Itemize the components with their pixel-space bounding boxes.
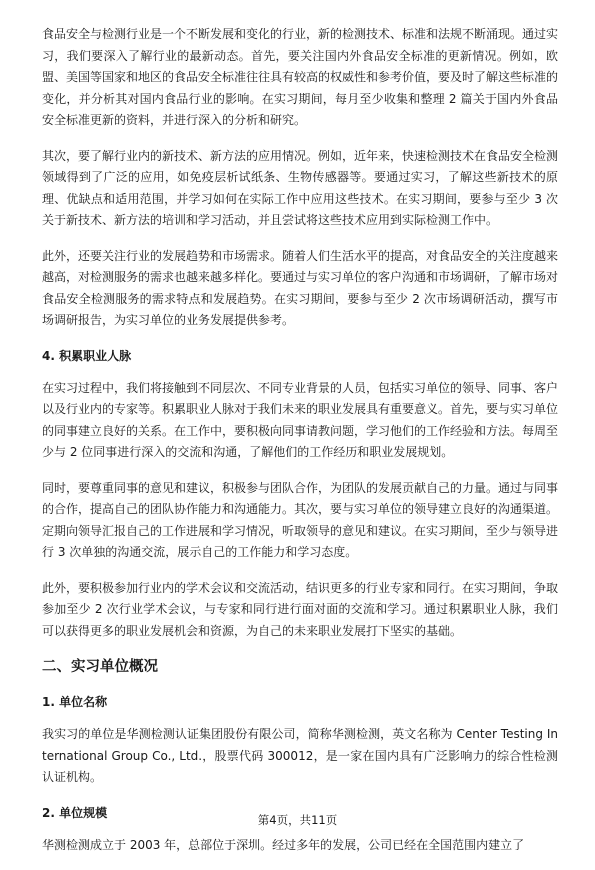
section-heading-professional-network: 4. 积累职业人脉 xyxy=(42,348,132,363)
chapter-heading-company-overview: 二、实习单位概况 xyxy=(42,659,158,675)
page-content xyxy=(42,24,558,870)
paragraph-industry-dynamics: 食品安全与检测行业是一个不断发展和变化的行业，新的检测技术、标准和法规不断涌现。通过实习，我们要深入了解行业的最新动态。首先，要关注国内外食品安全标准的更新情况。例如，欧盟、美国等国家和地区的食品安全标准往往具有较高的权威性和参考价值，要及时了解这些标准的变化，并分析其对国内食品行业的影响。在实习期间，每月至少收集和整理 2 篇关于国内外食品安全标准更新的资料，并进行深入的分析和研究。 xyxy=(42,27,559,127)
paragraph-network-colleagues: 在实习过程中，我们将接触到不同层次、不同专业背景的人员，包括实习单位的领导、同事、客户以及行业内的专家等。积累职业人脉对于我们未来的职业发展具有重要意义。首先，要与实习单位的同事建立良好的关系。在工作中，要积极向同事请教问题，学习他们的工作经验和方法。每周至少与 2 位同事进行深入的交流和沟通，了解他们的工作经历和职业发展规划。 xyxy=(42,380,559,459)
paragraph-market-trends: 此外，还要关注行业的发展趋势和市场需求。随着人们生活水平的提高，对食品安全的关注度越来越高，对检测服务的需求也越来越多样化。要通过与实习单位的客户沟通和市场调研，了解市场对食品安全检测服务的需求特点和发展趋势。在实习期间，要参与至少 2 次市场调研活动，撰写市场调研报告，为实习单位的业务发展提供参考。 xyxy=(42,248,559,327)
paragraph-network-conferences: 此外，要积极参加行业内的学术会议和交流活动，结识更多的行业专家和同行。在实习期间，争取参加至少 2 次行业学术会议，与专家和同行进行面对面的交流和学习。通过积累职业人脉，我们可以获得更多的职业发展机会和资源，为自己的未来职业发展打下坚实的基础。 xyxy=(42,580,559,638)
paragraph-company-scale: 华测检测成立于 2003 年，总部位于深圳。经过多年的发展，公司已经在全国范围内建立了 xyxy=(42,837,525,852)
paragraph-new-technologies: 其次，要了解行业内的新技术、新方法的应用情况。例如，近年来，快速检测技术在食品安全检测领域得到了广泛的应用，如免疫层析试纸条、生物传感器等。要通过实习，了解这些新技术的原理、优缺点和适用范围，并学习如何在实际工作中应用这些技术。在实习期间，要参与至少 3 次关于新技术、新方法的培训和学习活动，并且尝试将这些技术应用到实际检测工作中。 xyxy=(42,148,559,227)
paragraph-company-name: 我实习的单位是华测检测认证集团股份有限公司，简称华测检测，英文名称为 Center Testing International Group Co., Ltd.，股票代码 300012，是一家在国内具有广泛影响力的综合性检测认证机构。 xyxy=(42,727,558,784)
paragraph-network-leaders: 同时，要尊重同事的意见和建议，积极参与团队合作，为团队的发展贡献自己的力量。通过与同事的合作，提高自己的团队协作能力和沟通能力。其次，要与实习单位的领导建立良好的沟通渠道。定期向领导汇报自己的工作进展和学习情况，听取领导的意见和建议。在实习期间，至少与领导进行 3 次单独的沟通交流，展示自己的工作能力和学习态度。 xyxy=(42,480,559,559)
section-heading-company-scale: 2. 单位规模 xyxy=(42,805,108,820)
page-number-footer: 第4页，共11页 xyxy=(257,813,338,827)
section-heading-company-name: 1. 单位名称 xyxy=(42,695,108,709)
